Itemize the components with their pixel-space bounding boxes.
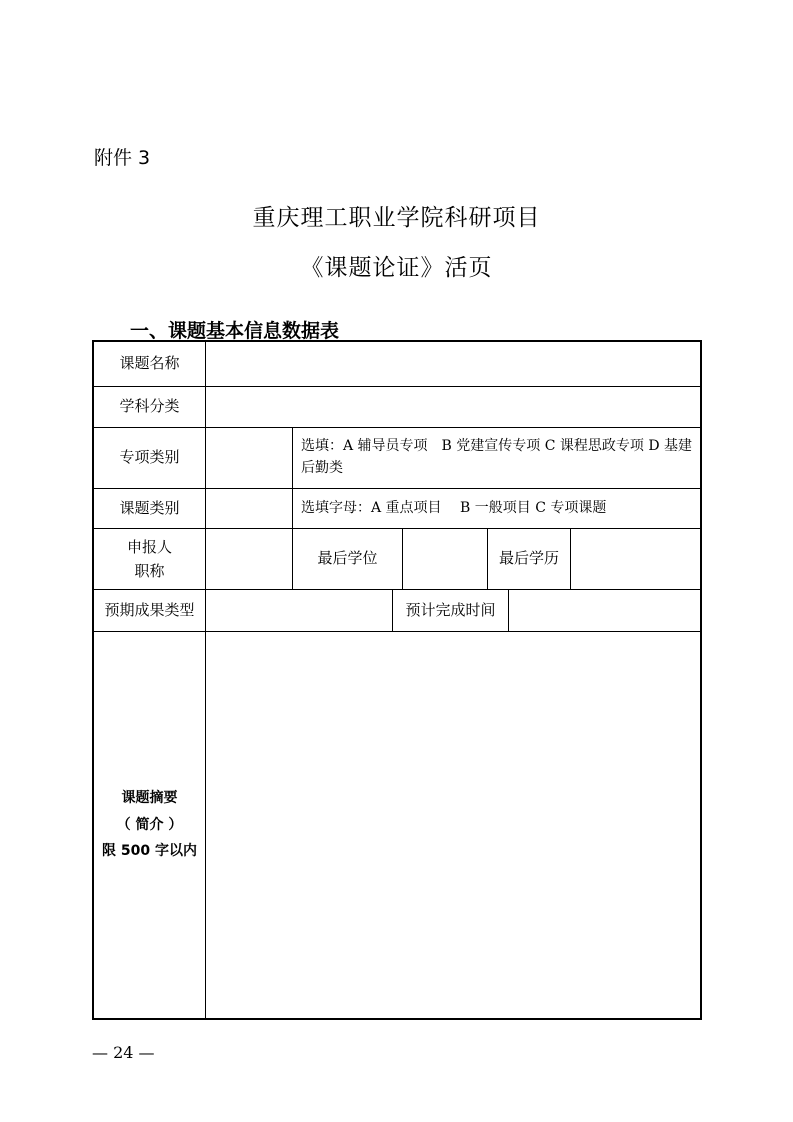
project-category-options: 选填字母：A 重点项目 B 一般项目 C 专项课题 (301, 499, 607, 516)
project-name-field[interactable] (206, 342, 700, 386)
special-category-field[interactable] (206, 428, 292, 488)
attachment-label: 附件 3 (94, 147, 151, 169)
applicant-title-label (94, 529, 205, 589)
discipline-label: 学科分类 (119, 397, 180, 416)
document-subtitle: 《课题论证》活页 (300, 255, 493, 281)
special-category-options: 选填：A 辅导员专项 B 党建宣传专项 C 课程思政专项 D 基建后勤类 (301, 438, 693, 476)
expected-result-field[interactable] (206, 590, 392, 631)
document-title: 重庆理工职业学院科研项目 (252, 205, 541, 231)
special-category-label: 专项类别 (119, 448, 180, 467)
summary-field[interactable] (206, 632, 700, 1018)
summary-label-line1: 课题摘要 (121, 790, 178, 807)
discipline-field[interactable] (206, 387, 700, 427)
project-category-field[interactable] (206, 489, 292, 528)
summary-label-line3: 限 500 字以内 (102, 843, 197, 860)
education-label: 最后学历 (498, 549, 559, 568)
info-table (92, 340, 702, 1020)
page-number: — 24 — (92, 1043, 155, 1062)
section-heading: 一、课题基本信息数据表 (130, 320, 340, 342)
summary-label (94, 632, 205, 1018)
summary-label-line2: （ 简介 ） (116, 816, 183, 833)
education-field[interactable] (571, 529, 700, 589)
completion-time-field[interactable] (509, 590, 700, 631)
degree-label: 最后学位 (317, 549, 378, 568)
applicant-title-label-line1: 申报人 (126, 538, 172, 556)
completion-time-label: 预计完成时间 (405, 600, 496, 619)
expected-result-label: 预期成果类型 (104, 600, 195, 619)
applicant-title-field[interactable] (206, 529, 292, 589)
project-category-label: 课题类别 (119, 498, 180, 517)
applicant-title-label-line2: 职称 (134, 562, 165, 580)
project-name-label: 课题名称 (119, 354, 180, 373)
degree-field[interactable] (403, 529, 487, 589)
